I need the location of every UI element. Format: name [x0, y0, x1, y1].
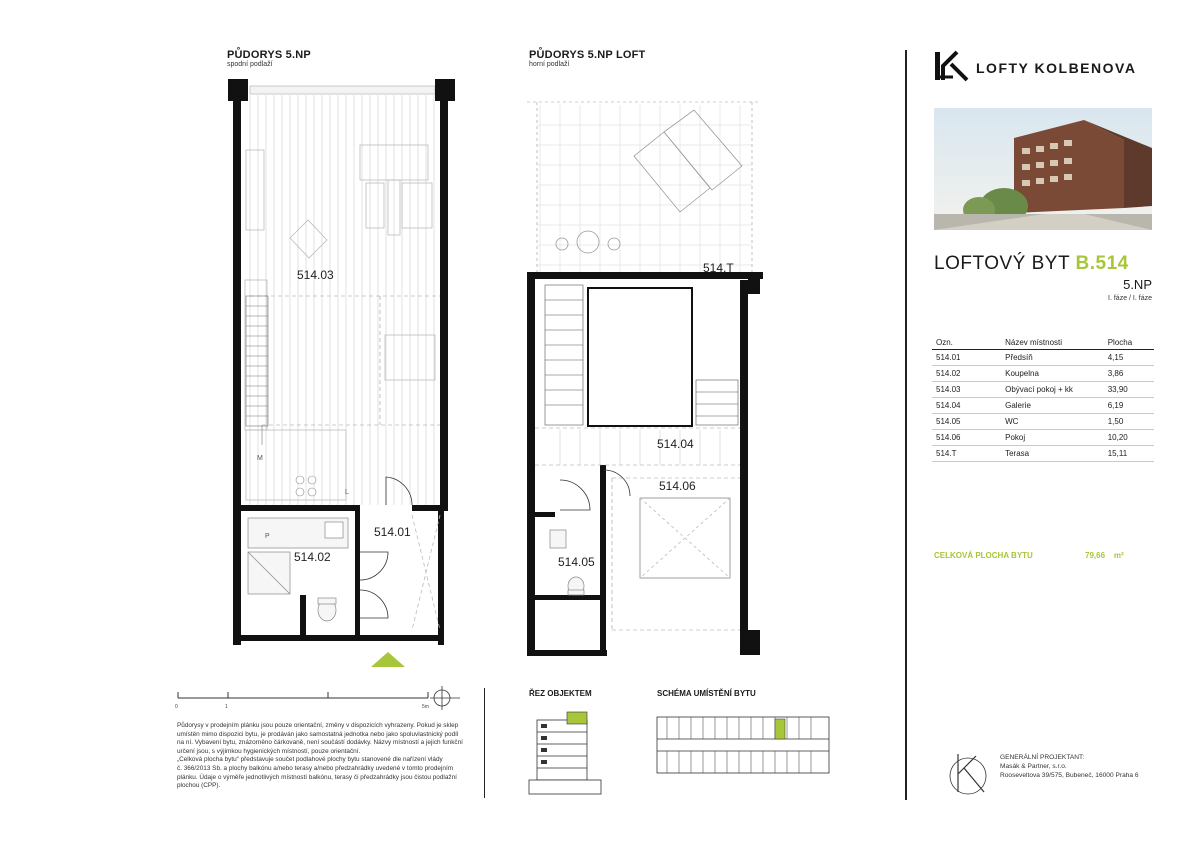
unit-prefix: LOFTOVÝ BYT — [934, 253, 1070, 274]
fixture-mark-l: L — [345, 489, 349, 496]
room-name: Galerie — [1001, 398, 1104, 414]
sidebar-divider — [905, 50, 907, 800]
room-code: 514.04 — [932, 398, 1001, 414]
room-code: 514.05 — [932, 414, 1001, 430]
brand-name: LOFTY KOLBENOVA — [976, 60, 1137, 76]
fixture-mark-m: M — [257, 455, 263, 462]
room-name: Předsíň — [1001, 350, 1104, 366]
building-render-image — [934, 108, 1152, 230]
room-label-514-06: 514.06 — [659, 479, 696, 493]
architect-address: Rooseveltova 39/575, Bubeneč, 16000 Praha 6 — [1000, 772, 1139, 779]
lower-plan-title-block — [227, 49, 311, 68]
scale-bar — [170, 684, 470, 710]
room-area: 15,11 — [1104, 446, 1154, 462]
bottom-divider — [484, 688, 485, 798]
unit-title — [934, 253, 1129, 275]
lower-floor-plan — [218, 75, 468, 675]
table-row — [932, 382, 1154, 398]
table-row — [932, 430, 1154, 446]
unit-code: B.514 — [1075, 253, 1129, 274]
room-label-514-01: 514.01 — [374, 525, 411, 539]
total-area-unit: m² — [1113, 551, 1124, 560]
room-area: 6,19 — [1104, 398, 1154, 414]
north-arrow-icon — [430, 686, 460, 710]
table-row — [932, 366, 1154, 382]
disclaimer-line: na ní. Vybavení bytu, znázorněno čárkovaně, není součástí dodávky. Názvy místností a jejich funkční — [177, 739, 463, 747]
upper-plan-title-block — [529, 49, 645, 68]
room-name: Obývací pokoj + kk — [1001, 382, 1104, 398]
architect-name: Masák & Partner, s.r.o. — [1000, 763, 1067, 770]
location-title: SCHÉMA UMÍSTĚNÍ BYTU — [657, 689, 756, 698]
lk-logo-icon — [933, 50, 973, 82]
scale-one: 1 — [225, 704, 228, 710]
table-row — [932, 414, 1154, 430]
architect-block — [1000, 753, 1139, 780]
disclaimer-line: Půdorysy v prodejním plánku jsou pouze orientační, změny v dispozicích vyhrazeny. Pokud je sklep — [177, 722, 459, 729]
upper-plan-subtitle: horní podlaží — [529, 61, 570, 68]
disclaimer-note — [177, 722, 477, 791]
room-area: 4,15 — [1104, 350, 1154, 366]
table-row — [932, 350, 1154, 366]
disclaimer-line: plánku. Údaje o výměře jednotlivých místností balkónu, terasy či předzahrádky jsou čistou podlažní — [177, 773, 457, 781]
disclaimer-line: umístěn mimo dispozici bytu, je prodáván jako samostatná jednotka nebo jako spoluvlastnický podíl — [177, 730, 459, 738]
disclaimer-line: „Celková plocha bytu“ představuje součet podlahové plochy bytu stanovené dle nařízení vlády — [177, 756, 443, 764]
room-area: 3,86 — [1104, 366, 1154, 382]
room-code: 514.03 — [932, 382, 1001, 398]
room-area: 33,90 — [1104, 382, 1154, 398]
room-table-header — [932, 336, 1154, 350]
table-row — [932, 398, 1154, 414]
architect-logo-icon — [944, 748, 992, 798]
room-label-514-04: 514.04 — [657, 437, 694, 451]
disclaimer-line: určení jsou, s výjimkou hygienických místností, pouze orientační. — [177, 747, 361, 755]
room-name: Koupelna — [1001, 366, 1104, 382]
header-code: Ozn. — [932, 336, 1001, 350]
room-area: 10,20 — [1104, 430, 1154, 446]
architect-label: GENERÁLNÍ PROJEKTANT: — [1000, 754, 1085, 761]
room-name: WC — [1001, 414, 1104, 430]
room-code: 514.02 — [932, 366, 1001, 382]
room-code: 514.01 — [932, 350, 1001, 366]
room-code: 514.T — [932, 446, 1001, 462]
location-schema-drawing — [655, 713, 833, 775]
room-area: 1,50 — [1104, 414, 1154, 430]
table-row — [932, 446, 1154, 462]
unit-floor: 5.NP — [1123, 277, 1152, 292]
room-name: Terasa — [1001, 446, 1104, 462]
scale-zero: 0 — [175, 704, 178, 710]
unit-phase: I. fáze / I. fáze — [1108, 295, 1152, 302]
upper-floor-plan — [518, 90, 768, 665]
room-table — [932, 336, 1154, 462]
room-code: 514.06 — [932, 430, 1001, 446]
upper-plan-title: PŮDORYS 5.NP LOFT — [529, 49, 646, 61]
total-area-value: 79,66 — [1085, 551, 1106, 560]
header-area: Plocha — [1104, 336, 1154, 350]
room-label-514-03: 514.03 — [297, 268, 334, 282]
room-label-514-T: 514.T — [703, 261, 734, 275]
lower-plan-subtitle: spodní podlaží — [227, 61, 273, 68]
building-section-drawing — [527, 700, 607, 798]
room-name: Pokoj — [1001, 430, 1104, 446]
scale-five: 5m — [422, 704, 429, 710]
entrance-arrow-icon — [371, 652, 405, 667]
total-area-label: CELKOVÁ PLOCHA BYTU — [934, 551, 1033, 560]
disclaimer-line: č. 366/2013 Sb. a plochy balkónu a/nebo terasy a/nebo předzahrádky uvedené v tomto prodejním — [177, 764, 454, 772]
room-label-514-02: 514.02 — [294, 550, 331, 564]
disclaimer-line: plochou (CPP). — [177, 782, 221, 790]
header-name: Název místnosti — [1001, 336, 1104, 350]
total-area-value-block — [1085, 551, 1124, 560]
lower-plan-title: PŮDORYS 5.NP — [227, 49, 311, 61]
fixture-mark-p: P — [265, 533, 270, 540]
section-title: ŘEZ OBJEKTEM — [529, 689, 592, 698]
room-label-514-05: 514.05 — [558, 555, 595, 569]
